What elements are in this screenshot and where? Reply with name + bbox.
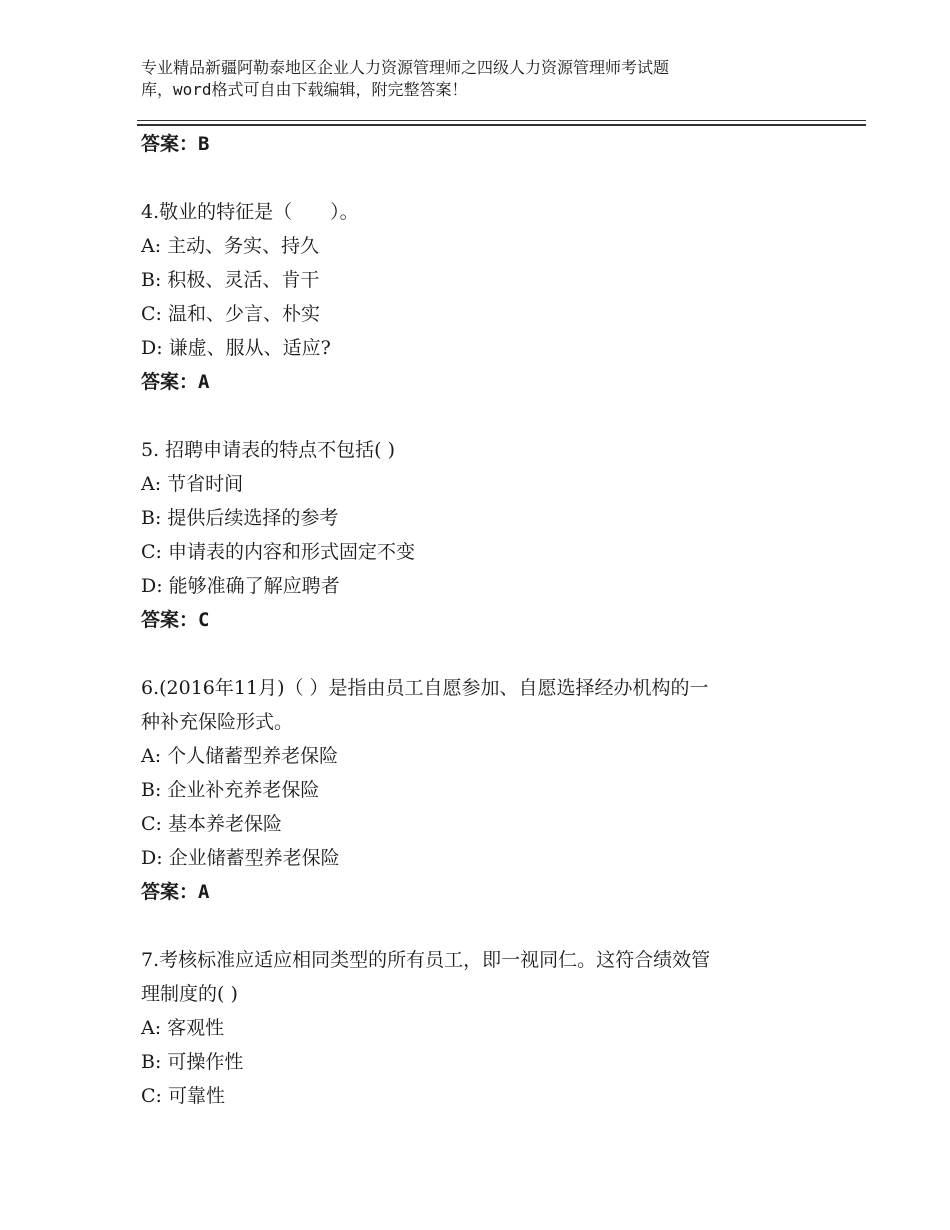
header-divider-thick: [137, 124, 866, 126]
question-stem: 5. 招聘申请表的特点不包括( ): [141, 439, 396, 461]
spacer: [141, 161, 806, 195]
spacer: [141, 909, 806, 943]
option-b: B: 提供后续选择的参考: [141, 507, 339, 529]
option-b: B: 积极、灵活、肯干: [141, 269, 320, 291]
question-stem: 6.(2016年11月)（ ）是指由员工自愿参加、自愿选择经办机构的一: [141, 677, 709, 699]
answer-line: 答案：B: [141, 133, 210, 155]
option-c: C: 温和、少言、朴实: [141, 303, 320, 325]
spacer: [141, 399, 806, 433]
spacer: [141, 637, 806, 671]
option-d: D: 企业储蓄型养老保险: [141, 847, 340, 869]
question-block: [141, 943, 806, 1113]
question-block: [141, 195, 806, 399]
option-b: B: 可操作性: [141, 1051, 244, 1073]
option-d: D: 谦虚、服从、适应?: [141, 337, 331, 359]
option-c: C: 申请表的内容和形式固定不变: [141, 541, 415, 563]
option-d: D: 能够准确了解应聘者: [141, 575, 340, 597]
question-block: [141, 671, 806, 909]
answer-line: 答案：C: [141, 609, 210, 631]
option-a: A: 个人储蓄型养老保险: [141, 745, 339, 767]
question-stem: 4.敬业的特征是（ ）。: [141, 201, 359, 223]
question-stem-continued: 理制度的( ): [141, 983, 238, 1005]
document-header: [141, 57, 801, 101]
header-line-1: 专业精品新疆阿勒泰地区企业人力资源管理师之四级人力资源管理师考试题: [141, 58, 670, 77]
question-stem: 7.考核标准应适应相同类型的所有员工，即一视同仁。这符合绩效管: [141, 949, 711, 971]
answer-line: 答案：A: [141, 881, 210, 903]
option-b: B: 企业补充养老保险: [141, 779, 320, 801]
option-a: A: 客观性: [141, 1017, 225, 1039]
option-c: C: 基本养老保险: [141, 813, 282, 835]
option-c: C: 可靠性: [141, 1085, 225, 1107]
question-stem-continued: 种补充保险形式。: [141, 711, 294, 733]
header-divider-thin: [137, 120, 866, 121]
question-block: [141, 433, 806, 637]
option-a: A: 主动、务实、持久: [141, 235, 320, 257]
option-a: A: 节省时间: [141, 473, 244, 495]
answer-line: 答案：A: [141, 371, 210, 393]
header-line-2: 库，word格式可自由下载编辑，附完整答案！: [141, 80, 468, 99]
question-list: [141, 127, 806, 1113]
